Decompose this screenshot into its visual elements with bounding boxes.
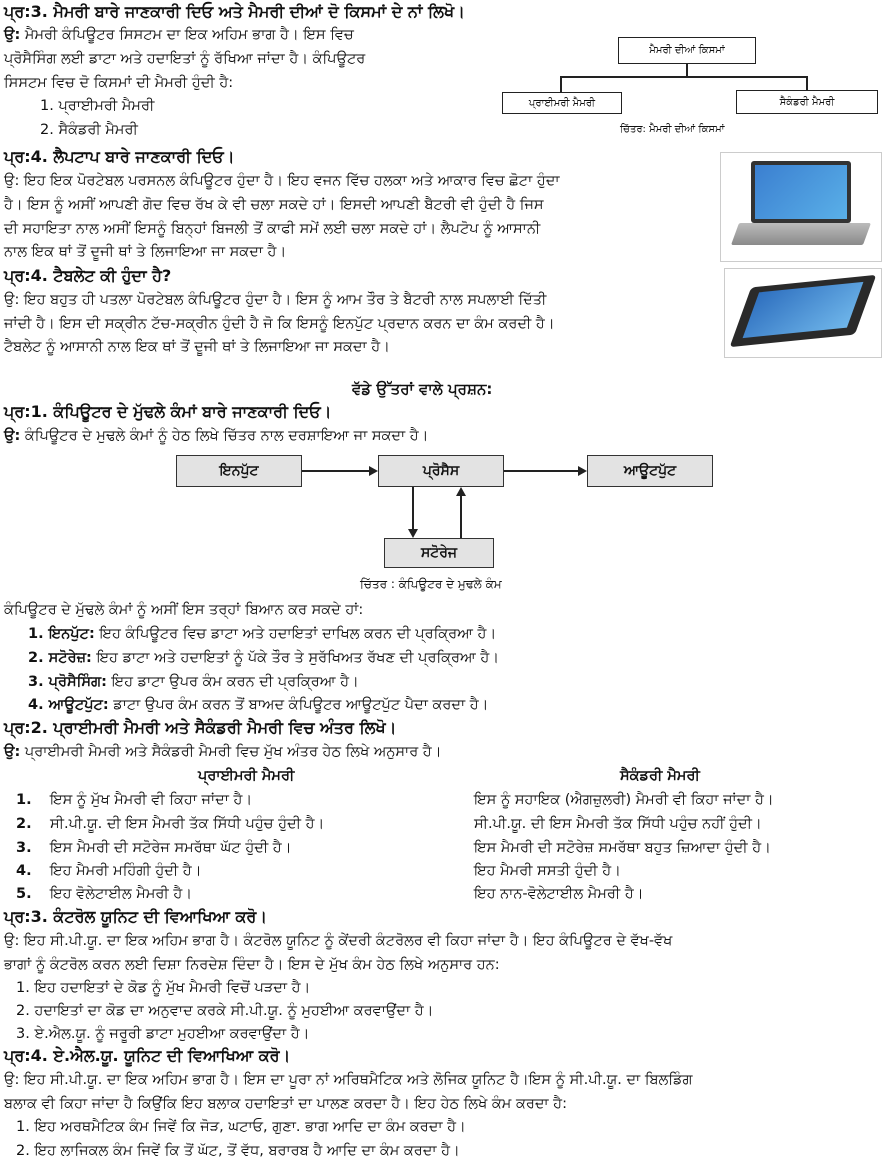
answer-prefix: ਉ: xyxy=(4,428,21,444)
primary-cell: ਇਹ ਮੈਮਰੀ ਮਹਿੰਗੀ ਹੁੰਦੀ ਹੈ। xyxy=(50,863,202,879)
question-functions: ਪ੍ਰ:1. ਕੰਪਿਊਟਰ ਦੇ ਮੁੱਢਲੇ ਕੰਮਾਂ ਬਾਰੇ ਜਾਣਕਾਰੀ ਦਿਓ। xyxy=(4,402,332,421)
answer-text: ਮੈਮਰੀ ਕੰਪਿਊਟਰ ਸਿਸਟਮ ਦਾ ਇਕ ਅਹਿਮ ਭਾਗ ਹੈ। ਇਸ ਵਿਚ xyxy=(24,27,354,43)
secondary-cell: ਇਹ ਮੈਮਰੀ ਸਸਤੀ ਹੁੰਦੀ ਹੈ। xyxy=(474,863,621,879)
secondary-cell: ਇਸ ਨੂੰ ਸਹਾਇਕ (ਐਗਜ਼ੁਲਰੀ) ਮੈਮਰੀ ਵੀ ਕਿਹਾ ਜਾਂਦਾ ਹੈ। xyxy=(474,792,774,808)
connector-line xyxy=(560,76,562,92)
primary-cell: ਸੀ.ਪੀ.ਯੂ. ਦੀ ਇਸ ਮੈਮਰੀ ਤੱਕ ਸਿੱਧੀ ਪਹੁੰਚ ਹੁੰਦੀ ਹੈ। xyxy=(50,816,325,832)
row-number: 4. xyxy=(16,863,32,879)
answer-line: ਹੈ। ਇਸ ਨੂੰ ਅਸੀਂ ਆਪਣੀ ਗੋਦ ਵਿਚ ਰੱਖ ਕੇ ਵੀ ਚਲਾ ਸਕਦੇ ਹਾਂ। ਇਸਦੀ ਆਪਣੀ ਬੈਟਰੀ ਵੀ ਹੁੰਦੀ ਹੈ ਜਿਸ xyxy=(4,197,544,213)
list-item: 2. ਇਹ ਲਾਜਿਕਲ ਕੰਮ ਜਿਵੇਂ ਕਿ ਤੋਂ ਘੱਟ, ਤੋਂ ਵੱਧ, ਬਰਾਰਬ ਹੈ ਆਦਿ ਦਾ ਕੰਮ ਕਰਦਾ ਹੈ। xyxy=(16,1143,460,1159)
secondary-cell: ਇਹ ਨਾਨ-ਵੋਲੇਟਾਈਲ ਮੈਮਰੀ ਹੈ। xyxy=(474,886,644,902)
diagram-caption: ਚਿੱਤਰ : ਕੰਪਿਊਟਰ ਦੇ ਮੁਢਲੇ ਕੰਮ xyxy=(360,577,502,591)
arrowhead-icon xyxy=(408,529,418,538)
question-tablet: ਪ੍ਰ:4. ਟੈਬਲੇਟ ਕੀ ਹੁੰਦਾ ਹੈ? xyxy=(4,266,172,285)
list-item xyxy=(28,670,359,694)
list-term: 2. ਸਟੋਰੇਜ਼: xyxy=(28,650,92,666)
answer-line: ਟੈਬਲੇਟ ਨੂੰ ਆਸਾਨੀ ਨਾਲ ਇਕ ਥਾਂ ਤੋਂ ਦੂਜੀ ਥਾਂ ਤੇ ਲਿਜਾਇਆ ਜਾ ਸਕਦਾ ਹੈ। xyxy=(4,339,390,355)
list-text: ਇਹ ਕੰਪਿਊਟਰ ਵਿਚ ਡਾਟਾ ਅਤੇ ਹਦਾਇਤਾਂ ਦਾਖਿਲ ਕਰਨ ਦੀ ਪ੍ਰਕ੍ਰਿਆ ਹੈ। xyxy=(99,626,497,642)
diagram-primary-label: ਪ੍ਰਾਈਮਰੀ ਮੈਮਰੀ xyxy=(528,97,596,109)
output-box xyxy=(587,455,713,487)
list-text: ਇਹ ਡਾਟਾ ਉਪਰ ਕੰਮ ਕਰਨ ਦੀ ਪ੍ਰਕ੍ਰਿਆ ਹੈ। xyxy=(111,674,359,690)
answer-line: ਜਾਂਦੀ ਹੈ। ਇਸ ਦੀ ਸਕ੍ਰੀਨ ਟੱਚ-ਸਕ੍ਰੀਨ ਹੁੰਦੀ ਹੈ ਜੋ ਕਿ ਇਸਨੂੰ ਇਨਪੁੱਟ ਪ੍ਰਦਾਨ ਕਰਨ ਦਾ ਕੰਮ ਕਰਦੀ ਹੈ। xyxy=(4,316,555,332)
secondary-cell: ਇਸ ਮੈਮਰੀ ਦੀ ਸਟੋਰੇਜ਼ ਸਮਰੱਥਾ ਬਹੁਤ ਜ਼ਿਆਦਾ ਹੁੰਦੀ ਹੈ। xyxy=(474,840,771,856)
list-item: 1. ਇਹ ਅਰਥਮੈਟਿਕ ਕੰਮ ਜਿਵੇਂ ਕਿ ਜੋੜ, ਘਟਾਓ, ਗੁਣਾ. ਭਾਗ ਆਦਿ ਦਾ ਕੰਮ ਕਰਦਾ ਹੈ। xyxy=(16,1119,466,1135)
list-item: 3. ਏ.ਐਲ.ਯੂ. ਨੂੰ ਜਰੂਰੀ ਡਾਟਾ ਮੁਹਈਆ ਕਰਵਾਉਂਦਾ ਹੈ। xyxy=(16,1026,310,1042)
diagram-caption: ਚਿੱਤਰ: ਮੈਮਰੀ ਦੀਆਂ ਕਿਸਮਾਂ xyxy=(620,124,725,135)
row-number: 5. xyxy=(16,886,32,902)
input-label: ਇਨਪੁੱਟ xyxy=(219,463,259,479)
diagram-secondary-label: ਸੈਕੰਡਰੀ ਮੈਮਰੀ xyxy=(779,96,835,108)
list-item: 2. ਸੈਕੰਡਰੀ ਮੈਮਰੀ xyxy=(40,122,138,138)
question-control-unit: ਪ੍ਰ:3. ਕੰਟਰੋਲ ਯੂਨਿਟ ਦੀ ਵਿਆਖਿਆ ਕਰੋ। xyxy=(4,907,268,926)
answer-text: ਕੰਪਿਊਟਰ ਦੇ ਮੁਢਲੇ ਕੰਮਾਂ ਨੂੰ ਹੇਠ ਲਿਖੇ ਚਿੱਤਰ ਨਾਲ ਦਰਸ਼ਾਇਆ ਜਾ ਸਕਦਾ ਹੈ। xyxy=(24,428,429,444)
list-item: 1. ਪ੍ਰਾਈਮਰੀ ਮੈਮਰੀ xyxy=(40,98,155,114)
answer-line xyxy=(4,740,441,764)
answer-line: ਬਲਾਕ ਵੀ ਕਿਹਾ ਜਾਂਦਾ ਹੈ ਕਿਉਂਕਿ ਇਹ ਬਲਾਕ ਹਦਾਇਤਾਂ ਦਾ ਪਾਲਣ ਕਰਦਾ ਹੈ। ਇਹ ਹੇਠ ਲਿਖੇ ਕੰਮ ਕਰਦਾ ਹੈ: xyxy=(4,1096,567,1112)
tablet-image xyxy=(724,268,882,358)
list-text: ਡਾਟਾ ਉਪਰ ਕੰਮ ਕਰਨ ਤੋਂ ਬਾਅਦ ਕੰਪਿਊਟਰ ਆਊਟਪੁੱਟ ਪੈਦਾ ਕਰਦਾ ਹੈ। xyxy=(113,697,489,713)
laptop-image xyxy=(720,152,882,262)
column-header-primary: ਪ੍ਰਾਈਮਰੀ ਮੈਮਰੀ xyxy=(198,768,295,784)
answer-line: ਉ: ਇਹ ਇਕ ਪੋਰਟੇਬਲ ਪਰਸਨਲ ਕੰਪਿਊਟਰ ਹੁੰਦਾ ਹੈ। ਇਹ ਵਜਨ ਵਿੱਚ ਹਲਕਾ ਅਤੇ ਆਕਾਰ ਵਿਚ ਛੋਟਾ ਹੁੰਦਾ xyxy=(4,173,560,189)
column-header-secondary: ਸੈਕੰਡਰੀ ਮੈਮਰੀ xyxy=(620,768,700,784)
diagram-primary-box xyxy=(502,92,622,114)
process-label: ਪ੍ਰੋਸੈਸ xyxy=(422,463,460,479)
connector-line xyxy=(560,76,807,78)
secondary-cell: ਸੀ.ਪੀ.ਯੂ. ਦੀ ਇਸ ਮੈਮਰੀ ਤੱਕ ਸਿੱਧੀ ਪਹੁੰਚ ਨਹੀਂ ਹੁੰਦੀ। xyxy=(474,816,762,832)
arrowhead-icon xyxy=(369,466,378,476)
list-term: 4. ਆਊਟਪੁੱਟ: xyxy=(28,697,109,713)
primary-cell: ਇਸ ਨੂੰ ਮੁੱਖ ਮੈਮਰੀ ਵੀ ਕਿਹਾ ਜਾਂਦਾ ਹੈ। xyxy=(50,792,253,808)
storage-box xyxy=(384,538,494,568)
diagram-secondary-box xyxy=(736,90,878,114)
list-item: 1. ਇਹ ਹਦਾਇਤਾਂ ਦੇ ਕੋਡ ਨੂੰ ਮੁੱਖ ਮੈਮਰੀ ਵਿਚੋਂ ਪੜਦਾ ਹੈ। xyxy=(16,980,311,996)
list-item xyxy=(28,622,496,646)
answer-memory-line: ਸਿਸਟਮ ਵਿਚ ਦੋ ਕਿਸਮਾਂ ਦੀ ਮੈਮਰੀ ਹੁੰਦੀ ਹੈ: xyxy=(4,75,234,91)
answer-memory-line: ਪ੍ਰੋਸੈਸਿੰਗ ਲਈ ਡਾਟਾ ਅਤੇ ਹਦਾਇਤਾਂ ਨੂੰ ਰੱਖਿਆ ਜਾਂਦਾ ਹੈ। ਕੰਪਿਊਟਰ xyxy=(4,51,366,67)
answer-line: ਉ: ਇਹ ਬਹੁਤ ਹੀ ਪਤਲਾ ਪੋਰਟੇਬਲ ਕੰਪਿਊਟਰ ਹੁੰਦਾ ਹੈ। ਇਸ ਨੂੰ ਆਮ ਤੌਰ ਤੇ ਬੈਟਰੀ ਨਾਲ ਸਪਲਾਈ ਦਿੱਤੀ xyxy=(4,292,547,308)
process-box xyxy=(378,455,504,487)
row-number: 2. xyxy=(16,816,32,832)
storage-label: ਸਟੋਰੇਜ xyxy=(420,545,458,561)
diagram-root-label: ਮੈਮਰੀ ਦੀਆਂ ਕਿਸਮਾਂ xyxy=(649,45,725,56)
list-text: ਇਹ ਡਾਟਾ ਅਤੇ ਹਦਾਇਤਾਂ ਨੂੰ ਪੱਕੇ ਤੌਰ ਤੇ ਸੁਰੱਖਿਅਤ ਰੱਖਣ ਦੀ ਪ੍ਰਕ੍ਰਿਆ ਹੈ। xyxy=(96,650,500,666)
answer-line: ਨਾਲ ਇਕ ਥਾਂ ਤੋਂ ਦੂਜੀ ਥਾਂ ਤੇ ਲਿਜਾਇਆ ਜਾ ਸਕਦਾ ਹੈ। xyxy=(4,244,287,260)
question-difference: ਪ੍ਰ:2. ਪ੍ਰਾਈਮਰੀ ਮੈਮਰੀ ਅਤੇ ਸੈਕੰਡਰੀ ਮੈਮਰੀ ਵਿਚ ਅੰਤਰ ਲਿਖੋ। xyxy=(4,718,397,737)
answer-line: ਭਾਗਾਂ ਨੂੰ ਕੰਟਰੋਲ ਕਰਨ ਲਈ ਦਿਸ਼ਾ ਨਿਰਦੇਸ਼ ਦਿੰਦਾ ਹੈ। ਇਸ ਦੇ ਮੁੱਖ ਕੰਮ ਹੇਠ ਲਿਖੇ ਅਨੁਸਾਰ ਹਨ: xyxy=(4,957,500,973)
answer-prefix: ਉ: xyxy=(4,744,21,760)
question-memory: ਪ੍ਰ:3. ਮੈਮਰੀ ਬਾਰੇ ਜਾਣਕਾਰੀ ਦਿਓ ਅਤੇ ਮੈਮਰੀ ਦੀਆਂ ਦੋ ਕਿਸਮਾਂ ਦੇ ਨਾਂ ਲਿਖੋ। xyxy=(4,2,465,21)
arrow-storage-process xyxy=(460,496,462,538)
arrow-process-storage xyxy=(412,487,414,529)
arrow-input-process xyxy=(302,470,370,472)
functions-intro: ਕੰਪਿਊਟਰ ਦੇ ਮੁੱਢਲੇ ਕੰਮਾਂ ਨੂੰ ਅਸੀਂ ਇਸ ਤਰ੍ਹਾਂ ਬਿਆਨ ਕਰ ਸਕਦੇ ਹਾਂ: xyxy=(4,602,364,618)
list-term: 3. ਪ੍ਰੋਸੈਸਿੰਗ: xyxy=(28,674,107,690)
answer-line: ਦੀ ਸਹਾਇਤਾ ਨਾਲ ਅਸੀਂ ਇਸਨੂੰ ਬਿਨ੍ਹਾਂ ਬਿਜਲੀ ਤੋਂ ਕਾਫੀ ਸਮੇਂ ਲਈ ਚਲਾ ਸਕਦੇ ਹਾਂ। ਲੈਪਟੋਪ ਨੂੰ ਆਸਾਨੀ xyxy=(4,221,541,237)
primary-cell: ਇਸ ਮੈਮਰੀ ਦੀ ਸਟੋਰੇਜ ਸਮਰੱਥਾ ਘੱਟ ਹੁੰਦੀ ਹੈ। xyxy=(50,840,292,856)
row-number: 3. xyxy=(16,840,32,856)
answer-line: ਉ: ਇਹ ਸੀ.ਪੀ.ਯੂ. ਦਾ ਇਕ ਅਹਿਮ ਭਾਗ ਹੈ। ਕੰਟਰੋਲ ਯੂਨਿਟ ਨੂੰ ਕੇਂਦਰੀ ਕੰਟਰੋਲਰ ਵੀ ਕਿਹਾ ਜਾਂਦਾ ਹੈ। ਇਹ ਕੰਪਿਊਟਰ ਦੇ ਵੱਖ-ਵੱਖ xyxy=(4,933,673,949)
connector-line xyxy=(806,76,808,90)
answer-line xyxy=(4,424,428,448)
list-item xyxy=(28,693,488,717)
row-number: 1. xyxy=(16,792,32,808)
list-term: 1. ਇਨਪੁੱਟ: xyxy=(28,626,95,642)
arrow-process-output xyxy=(504,470,579,472)
list-item: 2. ਹਦਾਇਤਾਂ ਦਾ ਕੋਡ ਦਾ ਅਨੁਵਾਦ ਕਰਕੇ ਸੀ.ਪੀ.ਯੂ. ਨੂੰ ਮੁਹਈਆ ਕਰਵਾਉਂਦਾ ਹੈ। xyxy=(16,1003,434,1019)
connector-line xyxy=(686,63,688,77)
answer-memory-line xyxy=(4,23,354,47)
arrowhead-icon xyxy=(456,487,466,496)
output-label: ਆਊਟਪੁੱਟ xyxy=(623,463,677,479)
arrowhead-icon xyxy=(578,466,587,476)
answer-line: ਉ: ਇਹ ਸੀ.ਪੀ.ਯੂ. ਦਾ ਇਕ ਅਹਿਮ ਭਾਗ ਹੈ। ਇਸ ਦਾ ਪੂਰਾ ਨਾਂ ਅਰਿਥਮੈਟਿਕ ਅਤੇ ਲੋਜਿਕ ਯੂਨਿਟ ਹੈ।ਇਸ ਨੂੰ ਸੀ.ਪੀ.ਯੂ. ਦਾ ਬਿਲਡਿੰਗ xyxy=(4,1072,693,1088)
answer-text: ਪ੍ਰਾਈਮਰੀ ਮੈਮਰੀ ਅਤੇ ਸੈਕੰਡਰੀ ਮੈਮਰੀ ਵਿਚ ਮੁੱਖ ਅੰਤਰ ਹੇਠ ਲਿਖੇ ਅਨੁਸਾਰ ਹੈ। xyxy=(24,744,442,760)
question-alu: ਪ੍ਰ:4. ਏ.ਐਲ.ਯੂ. ਯੂਨਿਟ ਦੀ ਵਿਆਖਿਆ ਕਰੋ। xyxy=(4,1046,291,1065)
list-item xyxy=(28,646,499,670)
input-box xyxy=(176,455,302,487)
primary-cell: ਇਹ ਵੋਲੇਟਾਈਲ ਮੈਮਰੀ ਹੈ। xyxy=(50,886,193,902)
diagram-root-box xyxy=(618,37,756,64)
section-title: ਵੱਡੇ ਉੱਤਰਾਂ ਵਾਲੇ ਪ੍ਰਸ਼ਨ: xyxy=(352,380,493,398)
question-laptop: ਪ੍ਰ:4. ਲੈਪਟਾਪ ਬਾਰੇ ਜਾਣਕਾਰੀ ਦਿਓ। xyxy=(4,147,235,166)
answer-prefix: ਉ: xyxy=(4,27,21,43)
